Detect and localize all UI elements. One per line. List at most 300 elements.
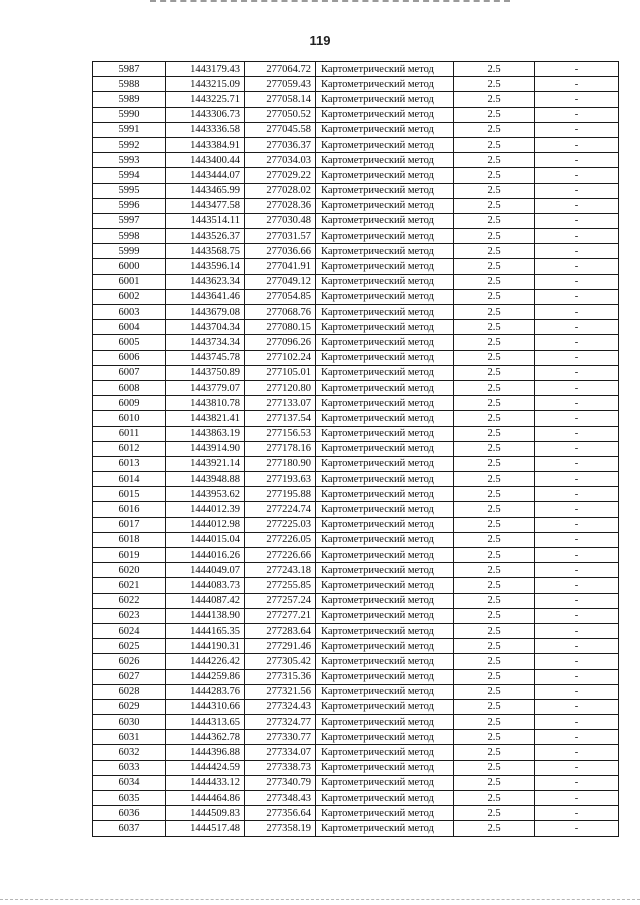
point-number-cell: 6027	[93, 669, 166, 684]
y-coordinate-cell: 277338.73	[245, 760, 316, 775]
x-coordinate-cell: 1443704.34	[166, 320, 245, 335]
point-number-cell: 6006	[93, 350, 166, 365]
point-number-cell: 6022	[93, 593, 166, 608]
table-row	[93, 623, 619, 638]
table-row	[93, 487, 619, 502]
method-cell: Картометрический метод	[316, 821, 454, 836]
table-row	[93, 441, 619, 456]
table-row	[93, 669, 619, 684]
point-number-cell: 6004	[93, 320, 166, 335]
note-cell: -	[535, 775, 619, 790]
accuracy-cell: 2.5	[454, 760, 535, 775]
y-coordinate-cell: 277334.07	[245, 745, 316, 760]
x-coordinate-cell: 1444012.98	[166, 517, 245, 532]
table-row	[93, 639, 619, 654]
x-coordinate-cell: 1444165.35	[166, 623, 245, 638]
x-coordinate-cell: 1443444.07	[166, 168, 245, 183]
point-number-cell: 5989	[93, 92, 166, 107]
table-row	[93, 532, 619, 547]
accuracy-cell: 2.5	[454, 548, 535, 563]
accuracy-cell: 2.5	[454, 77, 535, 92]
note-cell: -	[535, 532, 619, 547]
table-row	[93, 365, 619, 380]
table-row	[93, 578, 619, 593]
point-number-cell: 6037	[93, 821, 166, 836]
point-number-cell: 6034	[93, 775, 166, 790]
point-number-cell: 5987	[93, 62, 166, 77]
x-coordinate-cell: 1443465.99	[166, 183, 245, 198]
table-row	[93, 137, 619, 152]
point-number-cell: 6005	[93, 335, 166, 350]
accuracy-cell: 2.5	[454, 365, 535, 380]
accuracy-cell: 2.5	[454, 122, 535, 137]
x-coordinate-cell: 1443623.34	[166, 274, 245, 289]
note-cell: -	[535, 289, 619, 304]
x-coordinate-cell: 1444396.88	[166, 745, 245, 760]
accuracy-cell: 2.5	[454, 593, 535, 608]
x-coordinate-cell: 1443215.09	[166, 77, 245, 92]
table-row	[93, 517, 619, 532]
table-row	[93, 122, 619, 137]
note-cell: -	[535, 92, 619, 107]
accuracy-cell: 2.5	[454, 745, 535, 760]
table-row	[93, 806, 619, 821]
accuracy-cell: 2.5	[454, 669, 535, 684]
note-cell: -	[535, 198, 619, 213]
y-coordinate-cell: 277045.58	[245, 122, 316, 137]
y-coordinate-cell: 277324.77	[245, 715, 316, 730]
x-coordinate-cell: 1443914.90	[166, 441, 245, 456]
method-cell: Картометрический метод	[316, 745, 454, 760]
point-number-cell: 6032	[93, 745, 166, 760]
note-cell: -	[535, 821, 619, 836]
method-cell: Картометрический метод	[316, 775, 454, 790]
x-coordinate-cell: 1444283.76	[166, 684, 245, 699]
note-cell: -	[535, 760, 619, 775]
x-coordinate-cell: 1444226.42	[166, 654, 245, 669]
method-cell: Картометрический метод	[316, 426, 454, 441]
point-number-cell: 6001	[93, 274, 166, 289]
note-cell: -	[535, 335, 619, 350]
method-cell: Картометрический метод	[316, 715, 454, 730]
table-row	[93, 730, 619, 745]
table-row	[93, 502, 619, 517]
note-cell: -	[535, 548, 619, 563]
table-row	[93, 563, 619, 578]
x-coordinate-cell: 1443810.78	[166, 396, 245, 411]
point-number-cell: 6024	[93, 623, 166, 638]
note-cell: -	[535, 745, 619, 760]
accuracy-cell: 2.5	[454, 380, 535, 395]
method-cell: Картометрический метод	[316, 365, 454, 380]
y-coordinate-cell: 277226.05	[245, 532, 316, 547]
y-coordinate-cell: 277348.43	[245, 791, 316, 806]
table-row	[93, 168, 619, 183]
method-cell: Картометрический метод	[316, 699, 454, 714]
note-cell: -	[535, 639, 619, 654]
x-coordinate-cell: 1443336.58	[166, 122, 245, 137]
coordinates-table	[92, 61, 619, 837]
note-cell: -	[535, 487, 619, 502]
x-coordinate-cell: 1444087.42	[166, 593, 245, 608]
point-number-cell: 6011	[93, 426, 166, 441]
table-row	[93, 335, 619, 350]
y-coordinate-cell: 277031.57	[245, 229, 316, 244]
point-number-cell: 6020	[93, 563, 166, 578]
x-coordinate-cell: 1443384.91	[166, 137, 245, 152]
note-cell: -	[535, 62, 619, 77]
note-cell: -	[535, 684, 619, 699]
accuracy-cell: 2.5	[454, 107, 535, 122]
x-coordinate-cell: 1443863.19	[166, 426, 245, 441]
point-number-cell: 5994	[93, 168, 166, 183]
y-coordinate-cell: 277137.54	[245, 411, 316, 426]
table-row	[93, 593, 619, 608]
accuracy-cell: 2.5	[454, 426, 535, 441]
note-cell: -	[535, 608, 619, 623]
x-coordinate-cell: 1444259.86	[166, 669, 245, 684]
table-row	[93, 608, 619, 623]
table-row	[93, 699, 619, 714]
note-cell: -	[535, 806, 619, 821]
accuracy-cell: 2.5	[454, 396, 535, 411]
method-cell: Картометрический метод	[316, 122, 454, 137]
y-coordinate-cell: 277225.03	[245, 517, 316, 532]
y-coordinate-cell: 277068.76	[245, 305, 316, 320]
table-row	[93, 396, 619, 411]
x-coordinate-cell: 1443568.75	[166, 244, 245, 259]
note-cell: -	[535, 153, 619, 168]
method-cell: Картометрический метод	[316, 183, 454, 198]
table-row	[93, 548, 619, 563]
point-number-cell: 6030	[93, 715, 166, 730]
point-number-cell: 5995	[93, 183, 166, 198]
point-number-cell: 6029	[93, 699, 166, 714]
table-row	[93, 198, 619, 213]
accuracy-cell: 2.5	[454, 213, 535, 228]
note-cell: -	[535, 365, 619, 380]
accuracy-cell: 2.5	[454, 608, 535, 623]
table-row	[93, 229, 619, 244]
x-coordinate-cell: 1443953.62	[166, 487, 245, 502]
note-cell: -	[535, 593, 619, 608]
y-coordinate-cell: 277058.14	[245, 92, 316, 107]
point-number-cell: 6014	[93, 472, 166, 487]
table-row	[93, 380, 619, 395]
accuracy-cell: 2.5	[454, 775, 535, 790]
point-number-cell: 6035	[93, 791, 166, 806]
x-coordinate-cell: 1443179.43	[166, 62, 245, 77]
table-row	[93, 684, 619, 699]
point-number-cell: 5998	[93, 229, 166, 244]
x-coordinate-cell: 1443477.58	[166, 198, 245, 213]
y-coordinate-cell: 277356.64	[245, 806, 316, 821]
accuracy-cell: 2.5	[454, 472, 535, 487]
accuracy-cell: 2.5	[454, 532, 535, 547]
table-row	[93, 289, 619, 304]
table-row	[93, 456, 619, 471]
method-cell: Картометрический метод	[316, 578, 454, 593]
coordinates-table-body	[93, 62, 619, 837]
note-cell: -	[535, 669, 619, 684]
method-cell: Картометрический метод	[316, 320, 454, 335]
accuracy-cell: 2.5	[454, 441, 535, 456]
accuracy-cell: 2.5	[454, 806, 535, 821]
method-cell: Картометрический метод	[316, 259, 454, 274]
x-coordinate-cell: 1443948.88	[166, 472, 245, 487]
x-coordinate-cell: 1443921.14	[166, 456, 245, 471]
method-cell: Картометрический метод	[316, 608, 454, 623]
point-number-cell: 5992	[93, 137, 166, 152]
method-cell: Картометрический метод	[316, 350, 454, 365]
accuracy-cell: 2.5	[454, 259, 535, 274]
accuracy-cell: 2.5	[454, 350, 535, 365]
accuracy-cell: 2.5	[454, 578, 535, 593]
y-coordinate-cell: 277028.02	[245, 183, 316, 198]
accuracy-cell: 2.5	[454, 168, 535, 183]
y-coordinate-cell: 277064.72	[245, 62, 316, 77]
point-number-cell: 5996	[93, 198, 166, 213]
note-cell: -	[535, 244, 619, 259]
method-cell: Картометрический метод	[316, 684, 454, 699]
method-cell: Картометрический метод	[316, 456, 454, 471]
note-cell: -	[535, 229, 619, 244]
y-coordinate-cell: 277096.26	[245, 335, 316, 350]
accuracy-cell: 2.5	[454, 305, 535, 320]
note-cell: -	[535, 411, 619, 426]
point-number-cell: 6008	[93, 380, 166, 395]
x-coordinate-cell: 1444433.12	[166, 775, 245, 790]
y-coordinate-cell: 277226.66	[245, 548, 316, 563]
y-coordinate-cell: 277034.03	[245, 153, 316, 168]
x-coordinate-cell: 1444362.78	[166, 730, 245, 745]
y-coordinate-cell: 277120.80	[245, 380, 316, 395]
point-number-cell: 5993	[93, 153, 166, 168]
x-coordinate-cell: 1443750.89	[166, 365, 245, 380]
y-coordinate-cell: 277054.85	[245, 289, 316, 304]
point-number-cell: 5988	[93, 77, 166, 92]
accuracy-cell: 2.5	[454, 229, 535, 244]
method-cell: Картометрический метод	[316, 168, 454, 183]
x-coordinate-cell: 1443641.46	[166, 289, 245, 304]
point-number-cell: 5991	[93, 122, 166, 137]
note-cell: -	[535, 213, 619, 228]
y-coordinate-cell: 277059.43	[245, 77, 316, 92]
point-number-cell: 6013	[93, 456, 166, 471]
method-cell: Картометрический метод	[316, 274, 454, 289]
y-coordinate-cell: 277255.85	[245, 578, 316, 593]
table-row	[93, 715, 619, 730]
note-cell: -	[535, 730, 619, 745]
note-cell: -	[535, 623, 619, 638]
accuracy-cell: 2.5	[454, 639, 535, 654]
table-row	[93, 77, 619, 92]
point-number-cell: 6036	[93, 806, 166, 821]
x-coordinate-cell: 1444049.07	[166, 563, 245, 578]
accuracy-cell: 2.5	[454, 244, 535, 259]
method-cell: Картометрический метод	[316, 593, 454, 608]
note-cell: -	[535, 791, 619, 806]
point-number-cell: 6012	[93, 441, 166, 456]
point-number-cell: 6018	[93, 532, 166, 547]
table-row	[93, 320, 619, 335]
y-coordinate-cell: 277291.46	[245, 639, 316, 654]
method-cell: Картометрический метод	[316, 289, 454, 304]
x-coordinate-cell: 1444424.59	[166, 760, 245, 775]
note-cell: -	[535, 654, 619, 669]
x-coordinate-cell: 1443225.71	[166, 92, 245, 107]
y-coordinate-cell: 277195.88	[245, 487, 316, 502]
method-cell: Картометрический метод	[316, 380, 454, 395]
note-cell: -	[535, 426, 619, 441]
y-coordinate-cell: 277133.07	[245, 396, 316, 411]
accuracy-cell: 2.5	[454, 274, 535, 289]
x-coordinate-cell: 1443306.73	[166, 107, 245, 122]
point-number-cell: 6033	[93, 760, 166, 775]
accuracy-cell: 2.5	[454, 62, 535, 77]
point-number-cell: 6031	[93, 730, 166, 745]
method-cell: Картометрический метод	[316, 213, 454, 228]
y-coordinate-cell: 277036.66	[245, 244, 316, 259]
table-row	[93, 472, 619, 487]
method-cell: Картометрический метод	[316, 62, 454, 77]
method-cell: Картометрический метод	[316, 198, 454, 213]
accuracy-cell: 2.5	[454, 153, 535, 168]
point-number-cell: 6003	[93, 305, 166, 320]
accuracy-cell: 2.5	[454, 198, 535, 213]
y-coordinate-cell: 277180.90	[245, 456, 316, 471]
note-cell: -	[535, 350, 619, 365]
method-cell: Картометрический метод	[316, 153, 454, 168]
accuracy-cell: 2.5	[454, 699, 535, 714]
x-coordinate-cell: 1444016.26	[166, 548, 245, 563]
note-cell: -	[535, 77, 619, 92]
y-coordinate-cell: 277340.79	[245, 775, 316, 790]
y-coordinate-cell: 277105.01	[245, 365, 316, 380]
x-coordinate-cell: 1444190.31	[166, 639, 245, 654]
point-number-cell: 6000	[93, 259, 166, 274]
point-number-cell: 6007	[93, 365, 166, 380]
method-cell: Картометрический метод	[316, 92, 454, 107]
note-cell: -	[535, 122, 619, 137]
y-coordinate-cell: 277030.48	[245, 213, 316, 228]
x-coordinate-cell: 1444313.65	[166, 715, 245, 730]
x-coordinate-cell: 1443679.08	[166, 305, 245, 320]
point-number-cell: 6017	[93, 517, 166, 532]
accuracy-cell: 2.5	[454, 623, 535, 638]
method-cell: Картометрический метод	[316, 791, 454, 806]
note-cell: -	[535, 517, 619, 532]
x-coordinate-cell: 1444138.90	[166, 608, 245, 623]
y-coordinate-cell: 277257.24	[245, 593, 316, 608]
note-cell: -	[535, 472, 619, 487]
note-cell: -	[535, 107, 619, 122]
y-coordinate-cell: 277028.36	[245, 198, 316, 213]
point-number-cell: 6010	[93, 411, 166, 426]
method-cell: Картометрический метод	[316, 548, 454, 563]
x-coordinate-cell: 1443745.78	[166, 350, 245, 365]
table-row	[93, 305, 619, 320]
note-cell: -	[535, 441, 619, 456]
table-row	[93, 411, 619, 426]
y-coordinate-cell: 277049.12	[245, 274, 316, 289]
y-coordinate-cell: 277283.64	[245, 623, 316, 638]
note-cell: -	[535, 563, 619, 578]
x-coordinate-cell: 1444015.04	[166, 532, 245, 547]
y-coordinate-cell: 277178.16	[245, 441, 316, 456]
y-coordinate-cell: 277224.74	[245, 502, 316, 517]
table-row	[93, 760, 619, 775]
x-coordinate-cell: 1444509.83	[166, 806, 245, 821]
y-coordinate-cell: 277080.15	[245, 320, 316, 335]
accuracy-cell: 2.5	[454, 791, 535, 806]
accuracy-cell: 2.5	[454, 183, 535, 198]
table-row	[93, 274, 619, 289]
point-number-cell: 5990	[93, 107, 166, 122]
point-number-cell: 6019	[93, 548, 166, 563]
accuracy-cell: 2.5	[454, 335, 535, 350]
y-coordinate-cell: 277193.63	[245, 472, 316, 487]
y-coordinate-cell: 277029.22	[245, 168, 316, 183]
accuracy-cell: 2.5	[454, 137, 535, 152]
method-cell: Картометрический метод	[316, 806, 454, 821]
note-cell: -	[535, 320, 619, 335]
scan-bottom-edge	[0, 899, 640, 900]
accuracy-cell: 2.5	[454, 411, 535, 426]
method-cell: Картометрический метод	[316, 760, 454, 775]
method-cell: Картометрический метод	[316, 487, 454, 502]
method-cell: Картометрический метод	[316, 335, 454, 350]
x-coordinate-cell: 1443596.14	[166, 259, 245, 274]
page-number: 119	[309, 33, 331, 48]
note-cell: -	[535, 137, 619, 152]
x-coordinate-cell: 1443400.44	[166, 153, 245, 168]
note-cell: -	[535, 305, 619, 320]
x-coordinate-cell: 1443821.41	[166, 411, 245, 426]
accuracy-cell: 2.5	[454, 730, 535, 745]
note-cell: -	[535, 578, 619, 593]
x-coordinate-cell: 1443779.07	[166, 380, 245, 395]
method-cell: Картометрический метод	[316, 532, 454, 547]
x-coordinate-cell: 1444517.48	[166, 821, 245, 836]
method-cell: Картометрический метод	[316, 472, 454, 487]
method-cell: Картометрический метод	[316, 623, 454, 638]
point-number-cell: 6016	[93, 502, 166, 517]
method-cell: Картометрический метод	[316, 639, 454, 654]
y-coordinate-cell: 277041.91	[245, 259, 316, 274]
table-row	[93, 821, 619, 836]
method-cell: Картометрический метод	[316, 107, 454, 122]
table-row	[93, 92, 619, 107]
accuracy-cell: 2.5	[454, 684, 535, 699]
note-cell: -	[535, 396, 619, 411]
y-coordinate-cell: 277330.77	[245, 730, 316, 745]
table-row	[93, 213, 619, 228]
table-row	[93, 259, 619, 274]
method-cell: Картометрический метод	[316, 305, 454, 320]
x-coordinate-cell: 1444012.39	[166, 502, 245, 517]
accuracy-cell: 2.5	[454, 563, 535, 578]
method-cell: Картометрический метод	[316, 654, 454, 669]
table-row	[93, 745, 619, 760]
point-number-cell: 6026	[93, 654, 166, 669]
point-number-cell: 6009	[93, 396, 166, 411]
method-cell: Картометрический метод	[316, 730, 454, 745]
x-coordinate-cell: 1443734.34	[166, 335, 245, 350]
method-cell: Картометрический метод	[316, 502, 454, 517]
note-cell: -	[535, 502, 619, 517]
accuracy-cell: 2.5	[454, 715, 535, 730]
